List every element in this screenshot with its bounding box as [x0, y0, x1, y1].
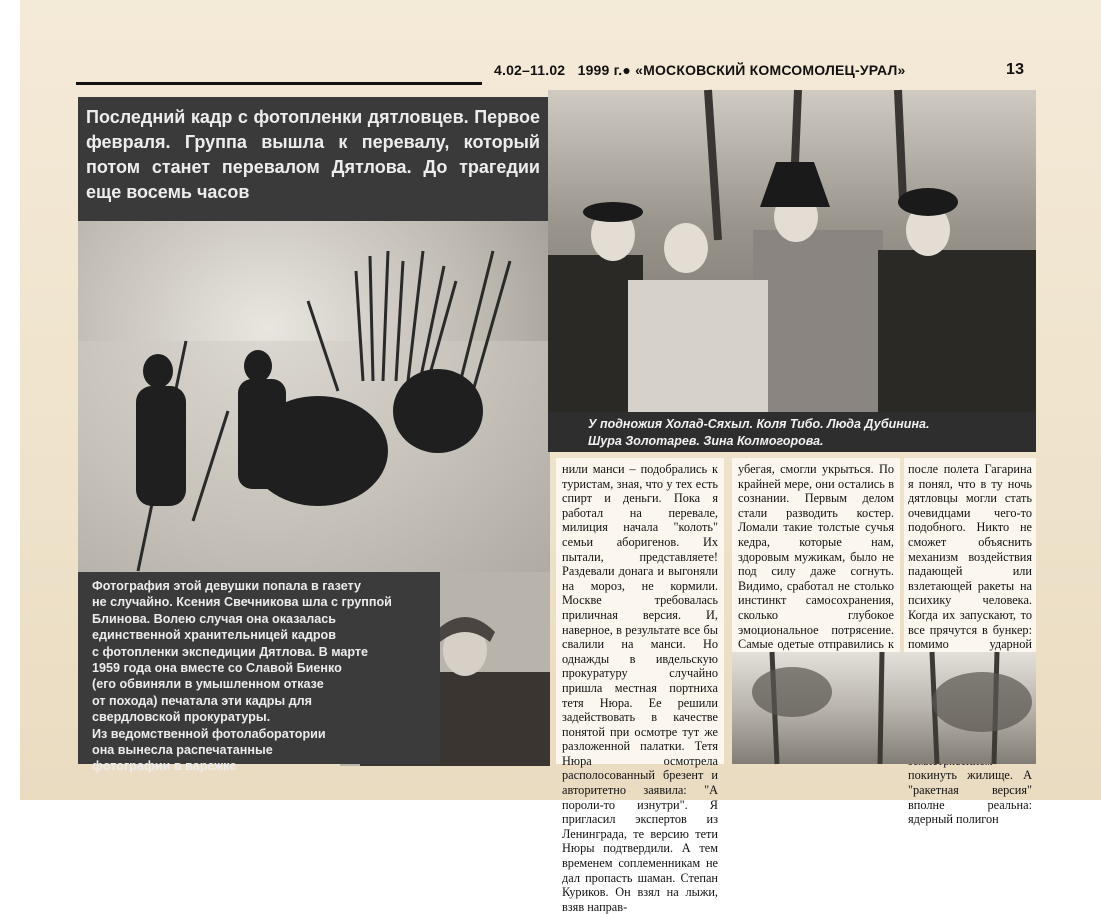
photo3-caption [78, 572, 440, 774]
photo-group-portrait [548, 90, 1036, 420]
caption-line: от похода) печатала эти кадры для [92, 693, 313, 708]
page-number: 13 [1006, 61, 1025, 78]
skiers-illustration [78, 221, 550, 577]
caption-line: Фотография этой девушки попала в газету [92, 579, 362, 593]
caption-line: Из ведомственной фотолаборатории [92, 726, 326, 741]
masthead-paper-name: «МОСКОВСКИЙ КОМСОМОЛЕЦ-УРАЛ» [635, 62, 906, 78]
caption-line: фотографии в варежке [92, 759, 237, 774]
masthead-year: 1999 г.● [577, 62, 631, 78]
masthead [494, 62, 1034, 84]
photo2-caption-line1: У подножия Холад-Сяхыл. Коля Тибо. Люда Дубинина. [588, 417, 930, 431]
caption-line: с фотопленки экспедиции Дятлова. В марте [92, 644, 369, 659]
caption-line: 1959 года она вместе со Славой Биенко [92, 661, 342, 676]
photo-skiers-in-snow [78, 221, 550, 577]
caption-line: она вынесла распечатанные [92, 743, 273, 758]
photo2-caption-line2: Шура Золотарев. Зина Колмогорова. [588, 434, 824, 448]
masthead-rule [76, 82, 482, 85]
article-column-2: убегая, смогли укрыться. По крайней мере, они остались в сознании. Первым делом стали разводить костер. Ломали такие толстые сучья кедра, которые нам, здоровым мужикам, было не под силу даже согнуть. Видимо, сработал не столько инстинкт самосохранения, сколько глубокое эмоциональное потрясение. Самые одетые отправились к [732, 458, 900, 654]
article-column-1: нили манси – подобрались к туристам, зная, что у тех есть спирт и деньги. Пока я работал на перевале, милиция начала "колоть" семьи аборигенов. Их пытали, представляете! Раздевали донага и выгоняли на мороз, не кормили. Москве требовалась приличная версия. И, наверное, в результате все бы свалили на манси. Но однажды в ивдельскую прокуратуру случайно пришла местная портниха тетя Нюра. Ее решили задействовать в качестве понятой при осмотре тут же разложенной палатки. Тетя Нюра осмотрела располосованный брезент и авторитетно заявила: "А пороли-то изнутри". Я пригласил экспертов из Ленинграда, те версию тети Нюры подтвердили. А тем временем соплеменникам не дал пропасть шаман. Степан Куриков. Он взял на лыжи, взяв направ- [556, 458, 724, 764]
caption-line: свердловской прокуратуры. [92, 710, 271, 725]
masthead-dates: 4.02–11.02 [494, 62, 566, 78]
caption-line: Блинова. Волею случая она оказалась [92, 611, 337, 626]
photo1-headline: Последний кадр с фотопленки дятловцев. Первое февраля. Группа вышла к перевалу, который потом станет перевалом Дятлова. До трагедии еще восемь часов [78, 97, 548, 221]
caption-line: не случайно. Ксения Свечникова шла с группой [92, 595, 392, 610]
group-portrait-illustration [548, 90, 1036, 420]
caption-line: (его обвиняли в умышленном отказе [92, 677, 324, 692]
caption-line: единственной хранительницей кадров [92, 628, 336, 643]
forest-illustration [732, 652, 1036, 764]
article-column-3: после полета Гагарина я понял, что в ту ночь дятловцы могли стать очевидцами чего-то подобного. Никто не сможет объяснить механизм воздействия падающей или взлетающей ракеты на психику человека. Когда их запускают, то все прячутся в бункер: помимо ударной покинуть жилище. А "ракетная версия" вполне реальна: ядерный полигон [904, 458, 1036, 654]
photo-snowy-forest [732, 652, 1036, 764]
photo2-caption [548, 412, 1036, 452]
